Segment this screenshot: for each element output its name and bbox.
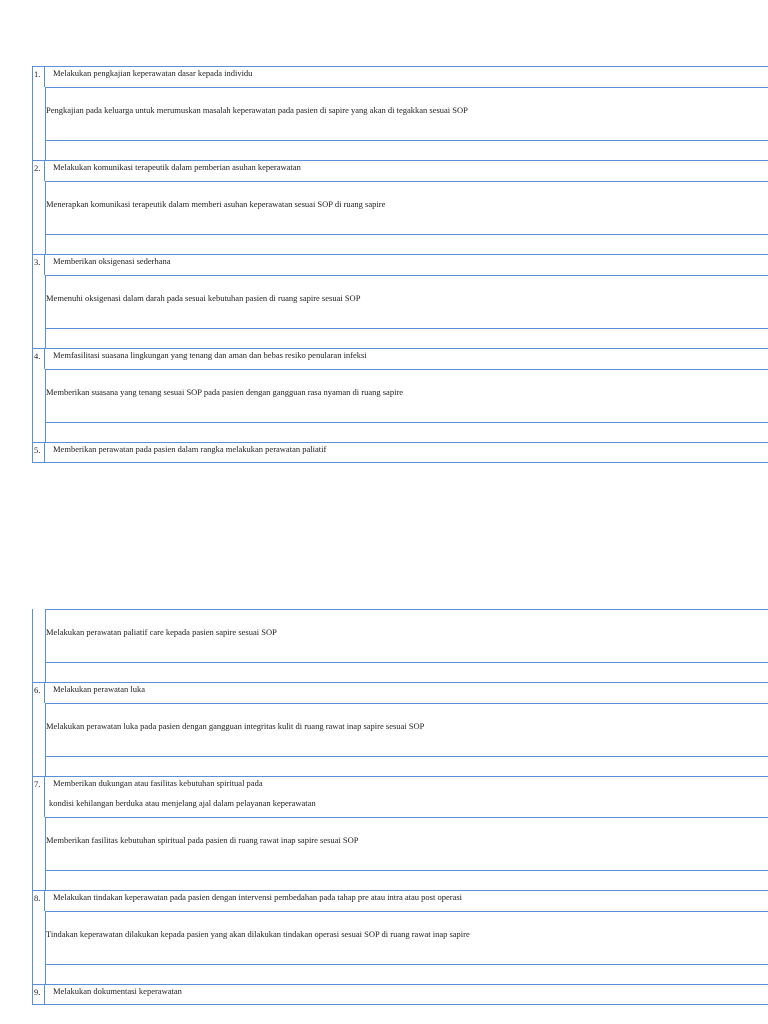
item-number: 9. xyxy=(33,985,45,1004)
item-number: 8. xyxy=(33,891,45,911)
item-row-3 xyxy=(33,254,768,275)
item-desc-row-4 xyxy=(45,369,768,442)
row-divider xyxy=(46,422,768,423)
row-divider xyxy=(46,140,768,141)
row-divider xyxy=(46,234,768,235)
item-title: Melakukan komunikasi terapeutik dalam pemberian asuhan keperawatan xyxy=(53,162,301,172)
item-row-8 xyxy=(33,890,768,911)
item-number: 6. xyxy=(33,683,45,703)
item-desc-row-3 xyxy=(45,275,768,348)
item-desc-row-6 xyxy=(45,703,768,776)
item-number: 7. xyxy=(33,777,45,817)
item-row-7 xyxy=(33,776,768,817)
item-title: Memberikan dukungan atau fasilitas kebutuhan spiritual pada xyxy=(53,778,263,788)
item-description: Memberikan fasilitas kebutuhan spiritual pada pasien di ruang rawat inap sapire sesuai SOP xyxy=(46,835,359,845)
item-title: Melakukan tindakan keperawatan pada pasien dengan intervensi pembedahan pada tahap pre atau intra atau post operasi xyxy=(53,892,463,902)
item-title: Melakukan pengkajian keperawatan dasar kepada individu xyxy=(53,68,253,78)
item-description: Memenuhi oksigenasi dalam darah pada sesuai kebutuhan pasien di ruang sapire sesuai SOP xyxy=(46,293,361,303)
item-title: Memberikan perawatan pada pasien dalam rangka melakukan perawatan paliatif xyxy=(53,444,327,454)
item-row-2 xyxy=(33,160,768,181)
item-description: Memberikan suasana yang tenang sesuai SOP pada pasien dengan gangguan rasa nyaman di ruang sapire xyxy=(46,387,404,397)
competency-table-part-1 xyxy=(32,66,768,463)
row-divider xyxy=(46,964,768,965)
item-desc-row-5 xyxy=(45,609,768,682)
item-desc-row-7 xyxy=(45,817,768,890)
item-desc-row-8 xyxy=(45,911,768,984)
item-title: Melakukan dokumentasi keperawatan xyxy=(53,986,182,996)
item-title: Melakukan perawatan luka xyxy=(53,684,146,694)
item-number: 3. xyxy=(33,255,45,275)
row-divider xyxy=(46,328,768,329)
item-row-6 xyxy=(33,682,768,703)
item-title: Memfasilitasi suasana lingkungan yang tenang dan aman dan bebas resiko penularan infeksi xyxy=(53,350,367,360)
row-divider xyxy=(46,662,768,663)
item-row-1 xyxy=(33,66,768,87)
item-description: Menerapkan komunikasi terapeutik dalam memberi asuhan keperawatan sesuai SOP di ruang sapire xyxy=(46,199,386,209)
item-description: Tindakan keperawatan dilakukan kepada pasien yang akan dilakukan tindakan operasi sesuai SOP di ruang rawat inap sapire xyxy=(46,929,470,939)
item-row-9 xyxy=(33,984,768,1005)
row-divider xyxy=(46,870,768,871)
item-row-4 xyxy=(33,348,768,369)
item-description: Melakukan perawatan paliatif care kepada pasien sapire sesuai SOP xyxy=(46,627,277,637)
row-divider xyxy=(46,756,768,757)
competency-table-part-2 xyxy=(32,609,768,1005)
item-description: Pengkajian pada keluarga untuk merumuskan masalah keperawatan pada pasien di sapire yang akan di tegakkan sesuai SOP xyxy=(46,105,468,115)
item-row-5 xyxy=(33,442,768,463)
item-desc-row-2 xyxy=(45,181,768,254)
item-number: 5. xyxy=(33,443,45,462)
item-description: Melakukan perawatan luka pada pasien dengan gangguan integritas kulit di ruang rawat inap sapire sesuai SOP xyxy=(46,721,425,731)
item-title: Memberikan oksigenasi sederhana xyxy=(53,256,171,266)
item-number: 1. xyxy=(33,67,45,87)
item-desc-row-1 xyxy=(45,87,768,160)
item-number: 2. xyxy=(33,161,45,181)
item-title-continued: kondisi kehilangan berduka atau menjelang ajal dalam pelayanan keperawatan xyxy=(49,798,316,808)
item-number: 4. xyxy=(33,349,45,369)
